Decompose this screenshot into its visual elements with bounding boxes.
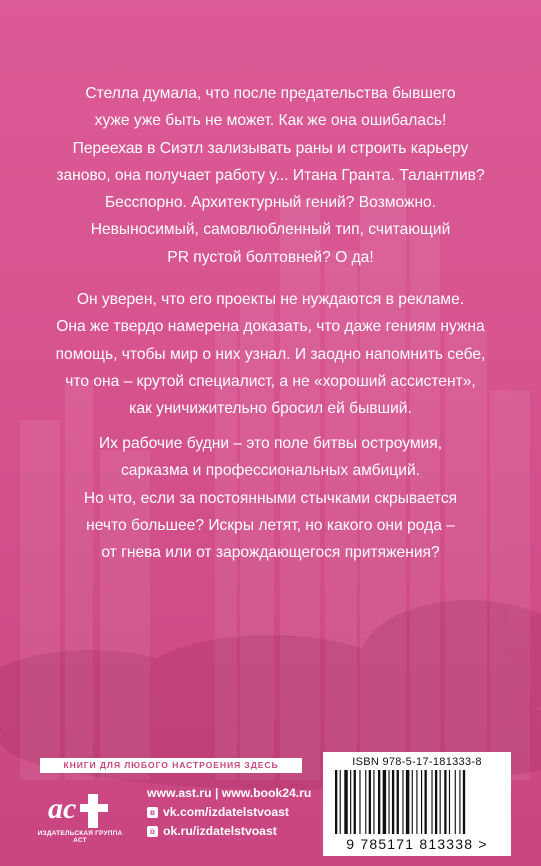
publisher-tagline: КНИГИ ДЛЯ ЛЮБОГО НАСТРОЕНИЯ ЗДЕСЬ [40,758,302,773]
svg-text:ac: ac [48,792,77,825]
vk-link[interactable]: vk.com/izdatelstvoast [163,805,289,819]
barcode-icon [333,770,503,834]
blurb-paragraph-1: Стелла думала, что после предательства бывшего хуже уже быть не может. Как же она ошибалась! Переехав в Сиэтл зализывать раны и строить карьеру заново, она получает работу у... Итана Гранта. Талантлив? Бесспорно. Архитектурный гений? Возможно. Невыносимый, самовлюбленный тип, считающий PR пустой болтовней? О да! [56,85,485,266]
web-links[interactable]: www.ast.ru | www.book24.ru [147,786,312,800]
blurb-paragraph-2: Он уверен, что его проекты не нуждаются в рекламе. Она же твердо намерена доказать, что даже гениям нужна помощь, чтобы мир о них узнал. И заодно напомнить себе, что она – крутой специалист, а не «хороший ассистент», как уничижительно бросил ей бывший. [55,291,486,418]
ok-link[interactable]: ok.ru/izdatelstvoast [163,824,277,838]
publisher-group-caption: ИЗДАТЕЛЬСКАЯ ГРУППА АСТ [37,830,123,844]
barcode-panel [323,752,511,856]
ok-link-row [147,822,311,841]
ok-icon: о [147,826,158,837]
blurb-paragraph-3: Их рабочие будни – это поле битвы остроумия, сарказма и профессиональных амбиций. Но что, если за постоянными стычками скрывается нечто большее? Искры летят, но какого они рода – от гнева или от зарождающегося притяжения? [83,435,458,562]
vk-icon: в [147,807,158,818]
publisher-links [147,784,311,841]
ean-number: 9 785171 813338 > [346,836,488,852]
vk-link-row [147,803,311,822]
isbn-number: ISBN 978-5-17-181333-8 [352,756,482,768]
web-links-row [147,784,311,803]
